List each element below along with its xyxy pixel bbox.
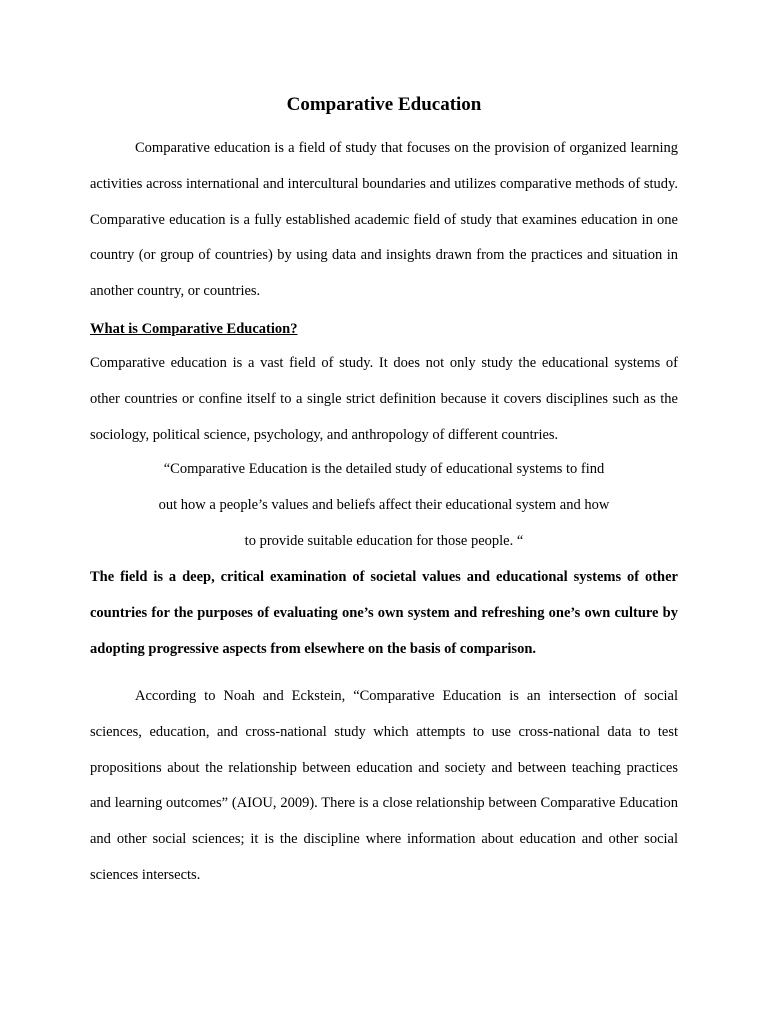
quote-line: “Comparative Education is the detailed study of educational systems to find	[163, 461, 605, 477]
document-title: Comparative Education	[286, 94, 482, 115]
quote-line: out how a people’s values and beliefs affect their educational system and how	[158, 496, 610, 513]
bold-paragraph: The field is a deep, critical examination of societal values and educational systems of other countries for the purposes of evaluating one’s own system and refreshing one’s own culture by adopting progressive aspects from elsewhere on the basis of comparison.	[90, 569, 678, 657]
closing-paragraph: According to Noah and Eckstein, “Comparative Education is an intersection of social sciences, education, and cross-national study which attempts to use cross-national data to test propositions about the relationship between education and society and between teaching practices and learning outcomes” (AIOU, 2009). There is a close relationship between Comparative Education and other social sciences; it is the discipline where information about education and other social sciences intersects.	[90, 688, 678, 883]
quote-line: to provide suitable education for those people. “	[244, 532, 524, 549]
section-heading: What is Comparative Education?	[90, 321, 298, 337]
definition-quote	[90, 452, 678, 559]
section-paragraph: Comparative education is a vast field of study. It does not only study the educational systems of other countries or confine itself to a single strict definition because it covers disciplines such as the sociology, political science, psychology, and anthropology of different countries.	[90, 355, 678, 443]
intro-paragraph: Comparative education is a field of study that focuses on the provision of organized learning activities across international and intercultural boundaries and utilizes comparative methods of study. Comparative education is a fully established academic field of study that examines education in one country (or group of countries) by using data and insights drawn from the practices and situation in another country, or countries.	[90, 140, 678, 300]
